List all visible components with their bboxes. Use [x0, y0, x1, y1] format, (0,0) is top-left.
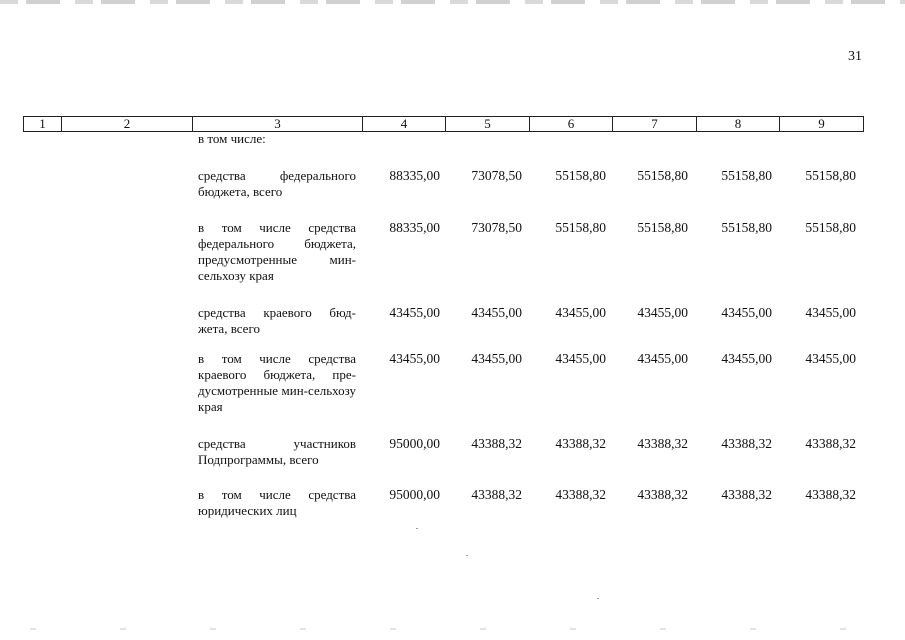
value-col-6: 43388,32: [555, 487, 606, 502]
value-col-5: 43388,32: [471, 436, 522, 451]
row-description: в том числе средства федерального бюджета, предусмотренные мин-сельхозу края: [198, 220, 356, 283]
column-number-7: 7: [613, 117, 697, 132]
value-col-6: 43388,32: [555, 436, 606, 451]
value-col-4: 88335,00: [389, 168, 440, 183]
scan-artifact-top: [0, 0, 905, 4]
value-col-9: 43455,00: [805, 351, 856, 366]
page-number: 31: [848, 49, 862, 64]
value-col-9: 55158,80: [805, 168, 856, 183]
column-number-4: 4: [363, 117, 446, 132]
value-col-5: 43388,32: [471, 487, 522, 502]
value-col-6: 55158,80: [555, 168, 606, 183]
value-col-7: 43388,32: [637, 436, 688, 451]
value-col-5: 73078,50: [471, 220, 522, 235]
value-col-5: 73078,50: [471, 168, 522, 183]
scan-artifact-bottom: [0, 628, 905, 630]
value-col-9: 43455,00: [805, 305, 856, 320]
value-col-4: 43455,00: [389, 351, 440, 366]
value-col-6: 43455,00: [555, 351, 606, 366]
value-col-4: 88335,00: [389, 220, 440, 235]
scan-speck: [416, 528, 418, 529]
value-col-6: 55158,80: [555, 220, 606, 235]
row-description: средства краевого бюд-жета, всего: [198, 305, 356, 336]
column-number-8: 8: [697, 117, 780, 132]
value-col-9: 55158,80: [805, 220, 856, 235]
value-col-4: 95000,00: [389, 436, 440, 451]
row-description: средства участников Подпрограммы, всего: [198, 436, 356, 467]
value-col-8: 43455,00: [721, 305, 772, 320]
value-col-7: 43388,32: [637, 487, 688, 502]
value-col-4: 95000,00: [389, 487, 440, 502]
column-number-6: 6: [530, 117, 613, 132]
value-col-9: 43388,32: [805, 487, 856, 502]
value-col-8: 43388,32: [721, 436, 772, 451]
scan-speck: [466, 555, 468, 556]
column-number-1: 1: [24, 117, 62, 132]
row-description: в том числе средства краевого бюджета, пре-дусмотренные мин-сельхозу края: [198, 351, 356, 414]
value-col-8: 43455,00: [721, 351, 772, 366]
column-number-3: 3: [193, 117, 363, 132]
column-number-2: 2: [62, 117, 193, 132]
value-col-4: 43455,00: [389, 305, 440, 320]
value-col-6: 43455,00: [555, 305, 606, 320]
row-description: средства федерального бюджета, всего: [198, 168, 356, 199]
value-col-8: 43388,32: [721, 487, 772, 502]
column-number-header: [23, 116, 864, 132]
column-number-9: 9: [780, 117, 864, 132]
column-number-5: 5: [446, 117, 530, 132]
value-col-5: 43455,00: [471, 305, 522, 320]
value-col-8: 55158,80: [721, 168, 772, 183]
row-description: в том числе средства юридических лиц: [198, 487, 356, 518]
value-col-7: 43455,00: [637, 351, 688, 366]
value-col-5: 43455,00: [471, 351, 522, 366]
value-col-7: 43455,00: [637, 305, 688, 320]
intro-text: в том числе:: [198, 131, 266, 146]
value-col-9: 43388,32: [805, 436, 856, 451]
value-col-7: 55158,80: [637, 220, 688, 235]
value-col-8: 55158,80: [721, 220, 772, 235]
value-col-7: 55158,80: [637, 168, 688, 183]
scan-speck: [597, 598, 599, 599]
